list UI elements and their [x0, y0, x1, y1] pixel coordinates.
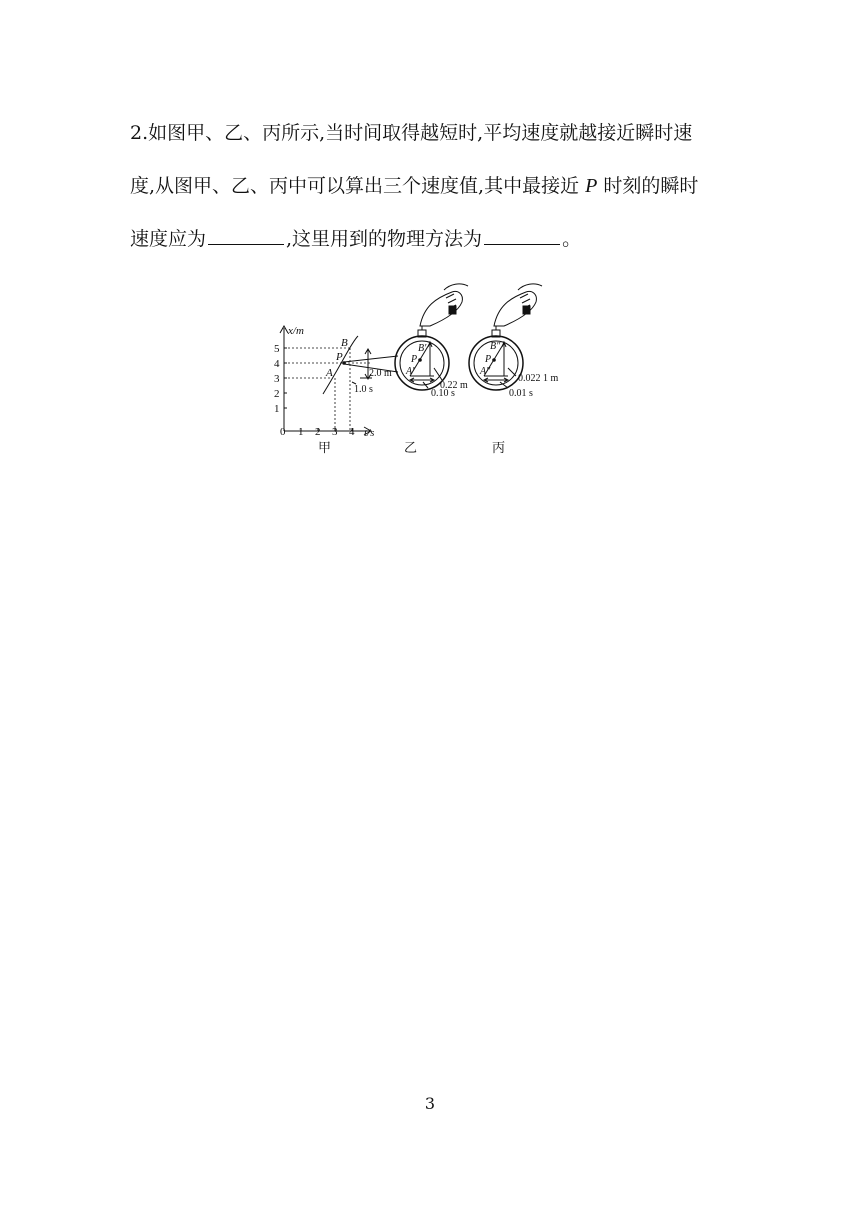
y-tick-1: 1 [274, 403, 280, 415]
y-axis-label: x/m [288, 325, 304, 337]
variable-p: P [585, 175, 598, 197]
question-text-2b: 时刻的瞬时 [597, 175, 699, 197]
graph-delta-t: 1.0 s [354, 384, 373, 395]
x-tick-1: 1 [298, 426, 304, 438]
question-line-1 [130, 107, 730, 160]
lens1-label-b: B′ [418, 343, 427, 354]
question-text-2a: 度,从图甲、乙、丙中可以算出三个速度值,其中最接近 [130, 175, 586, 197]
figure-illustration [268, 276, 598, 458]
x-tick-2: 2 [315, 426, 321, 438]
x-tick-3: 3 [332, 426, 338, 438]
caption-bing: 丙 [492, 441, 506, 456]
x-axis-label: t/s [364, 427, 375, 439]
lens1-delta-x: 0.22 m [440, 380, 468, 391]
question-text-3c: 。 [562, 228, 582, 250]
page-number: 3 [424, 1094, 436, 1113]
lens1-point-p [418, 358, 422, 362]
y-tick-2: 2 [274, 388, 280, 400]
x-tick-4: 4 [349, 426, 355, 438]
lens2-label-b: B″ [490, 341, 501, 352]
lens2-label-a: A″ [480, 366, 491, 377]
caption-yi: 乙 [404, 441, 418, 456]
lens1-label-p: P [411, 354, 418, 365]
label-a: A [326, 367, 333, 379]
lens2-label-p: P [485, 354, 492, 365]
lens1-label-a: A′ [406, 366, 415, 377]
lens1-delta-t: 0.10 s [431, 388, 455, 399]
y-tick-3: 3 [274, 373, 280, 385]
x-tick-0: 0 [280, 426, 286, 438]
graph-jia [280, 326, 398, 435]
question-line-3 [130, 213, 730, 266]
lens2-delta-t: 0.01 s [509, 388, 533, 399]
lens2-point-p [492, 358, 496, 362]
y-tick-4: 4 [274, 358, 280, 370]
caption-jia: 甲 [318, 441, 332, 456]
point-p-marker [342, 361, 346, 365]
answer-blank-method[interactable] [484, 226, 560, 245]
question-text-1: 2.如图甲、乙、丙所示,当时间取得越短时,平均速度就越接近瞬时速 [130, 122, 693, 144]
question-line-2 [130, 160, 730, 213]
answer-blank-velocity[interactable] [208, 226, 284, 245]
y-tick-5: 5 [274, 343, 280, 355]
graph-delta-x: 2.0 m [369, 368, 392, 379]
label-p: P [336, 351, 343, 363]
question-text-3a: 速度应为 [130, 228, 207, 250]
question-text-3b: ,这里用到的物理方法为 [286, 228, 483, 250]
lens2-delta-x: 0.022 1 m [518, 373, 559, 384]
label-b: B [341, 337, 348, 349]
